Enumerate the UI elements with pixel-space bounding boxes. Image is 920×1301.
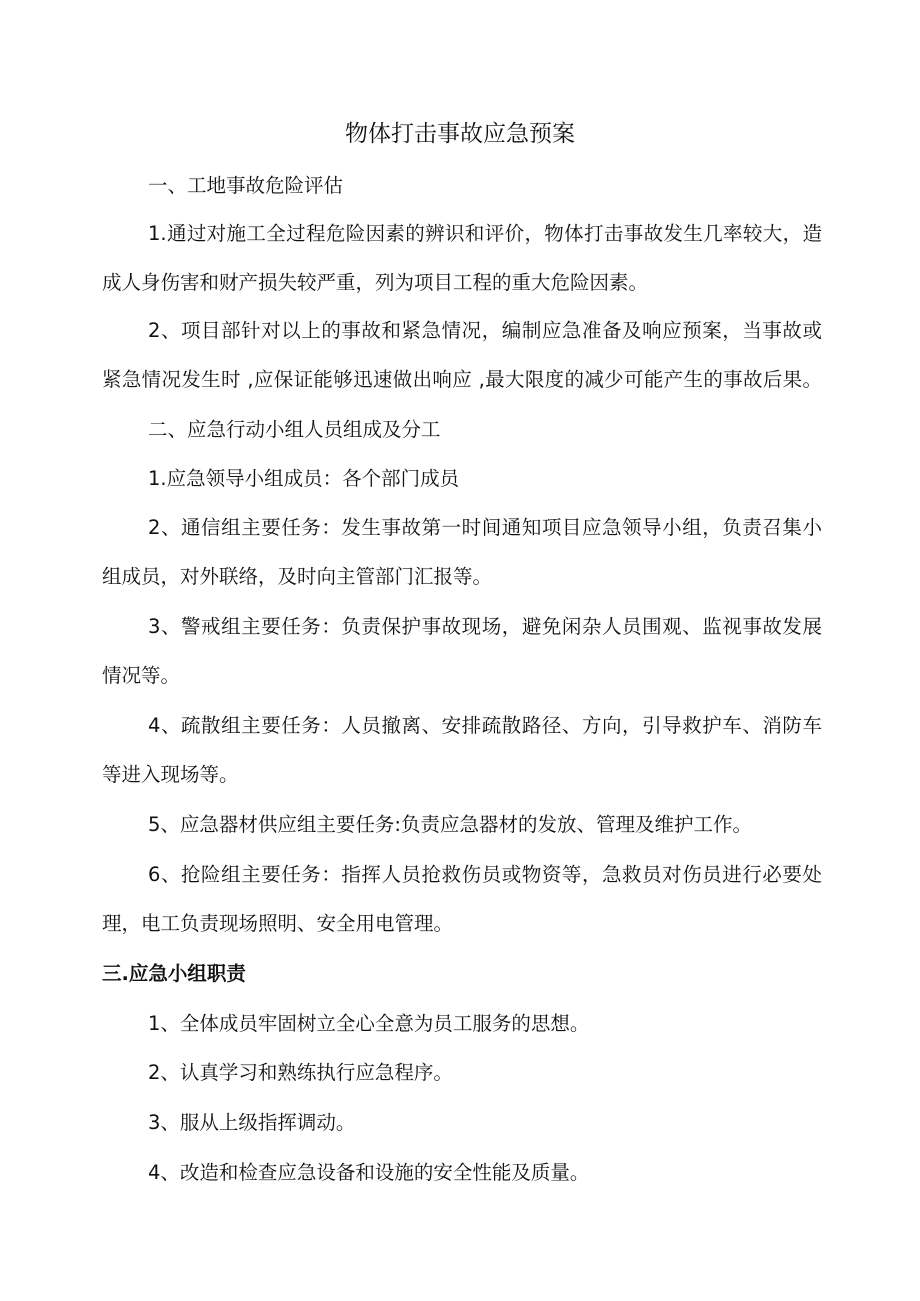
list-item-rescue-line-2: 理，电工负责现场照明、安全用电管理。 (102, 912, 454, 935)
list-item-guard-line-2: 情况等。 (102, 664, 181, 687)
section-heading-3: 三.应急小组职责 (102, 962, 246, 985)
section-heading-1: 一、工地事故危险评估 (148, 174, 344, 197)
duty-item-3: 3、服从上级指挥调动。 (148, 1111, 356, 1134)
paragraph-1-line-1: 1.通过对施工全过程危险因素的辨识和评价，物体打击事故发生几率较大，造 (148, 222, 822, 245)
list-item-communication-line-2: 组成员，对外联络，及时向主管部门汇报等。 (102, 565, 493, 588)
duty-item-2: 2、认真学习和熟练执行应急程序。 (148, 1061, 453, 1084)
document-title: 物体打击事故应急预案 (345, 121, 575, 147)
section-heading-2: 二、应急行动小组人员组成及分工 (148, 418, 441, 441)
paragraph-1-line-2: 成人身伤害和财产损失较严重，列为项目工程的重大危险因素。 (102, 271, 649, 294)
list-item-guard-line-1: 3、警戒组主要任务：负责保护事故现场，避免闲杂人员围观、监视事故发展 (148, 615, 822, 638)
list-item-evacuation-line-1: 4、疏散组主要任务：人员撤离、安排疏散路径、方向，引导救护车、消防车 (148, 714, 822, 737)
duty-item-1: 1、全体成员牢固树立全心全意为员工服务的思想。 (148, 1012, 590, 1035)
paragraph-2-line-1: 2、项目部针对以上的事故和紧急情况，编制应急准备及响应预案，当事故或 (148, 319, 822, 342)
list-item-communication-line-1: 2、通信组主要任务：发生事故第一时间通知项目应急领导小组，负责召集小 (148, 516, 822, 539)
list-item-equipment-supply: 5、应急器材供应组主要任务:负责应急器材的发放、管理及维护工作。 (148, 813, 752, 836)
list-item-evacuation-line-2: 等进入现场等。 (102, 763, 239, 786)
paragraph-2-line-2: 紧急情况发生时 ,应保证能够迅速做出响应 ,最大限度的减少可能产生的事故后果。 (102, 368, 822, 391)
list-item-rescue-line-1: 6、抢险组主要任务：指挥人员抢救伤员或物资等，急救员对伤员进行必要处 (148, 863, 822, 886)
list-item-leader-group: 1.应急领导小组成员：各个部门成员 (148, 467, 460, 490)
duty-item-4: 4、改造和检查应急设备和设施的安全性能及质量。 (148, 1161, 590, 1184)
